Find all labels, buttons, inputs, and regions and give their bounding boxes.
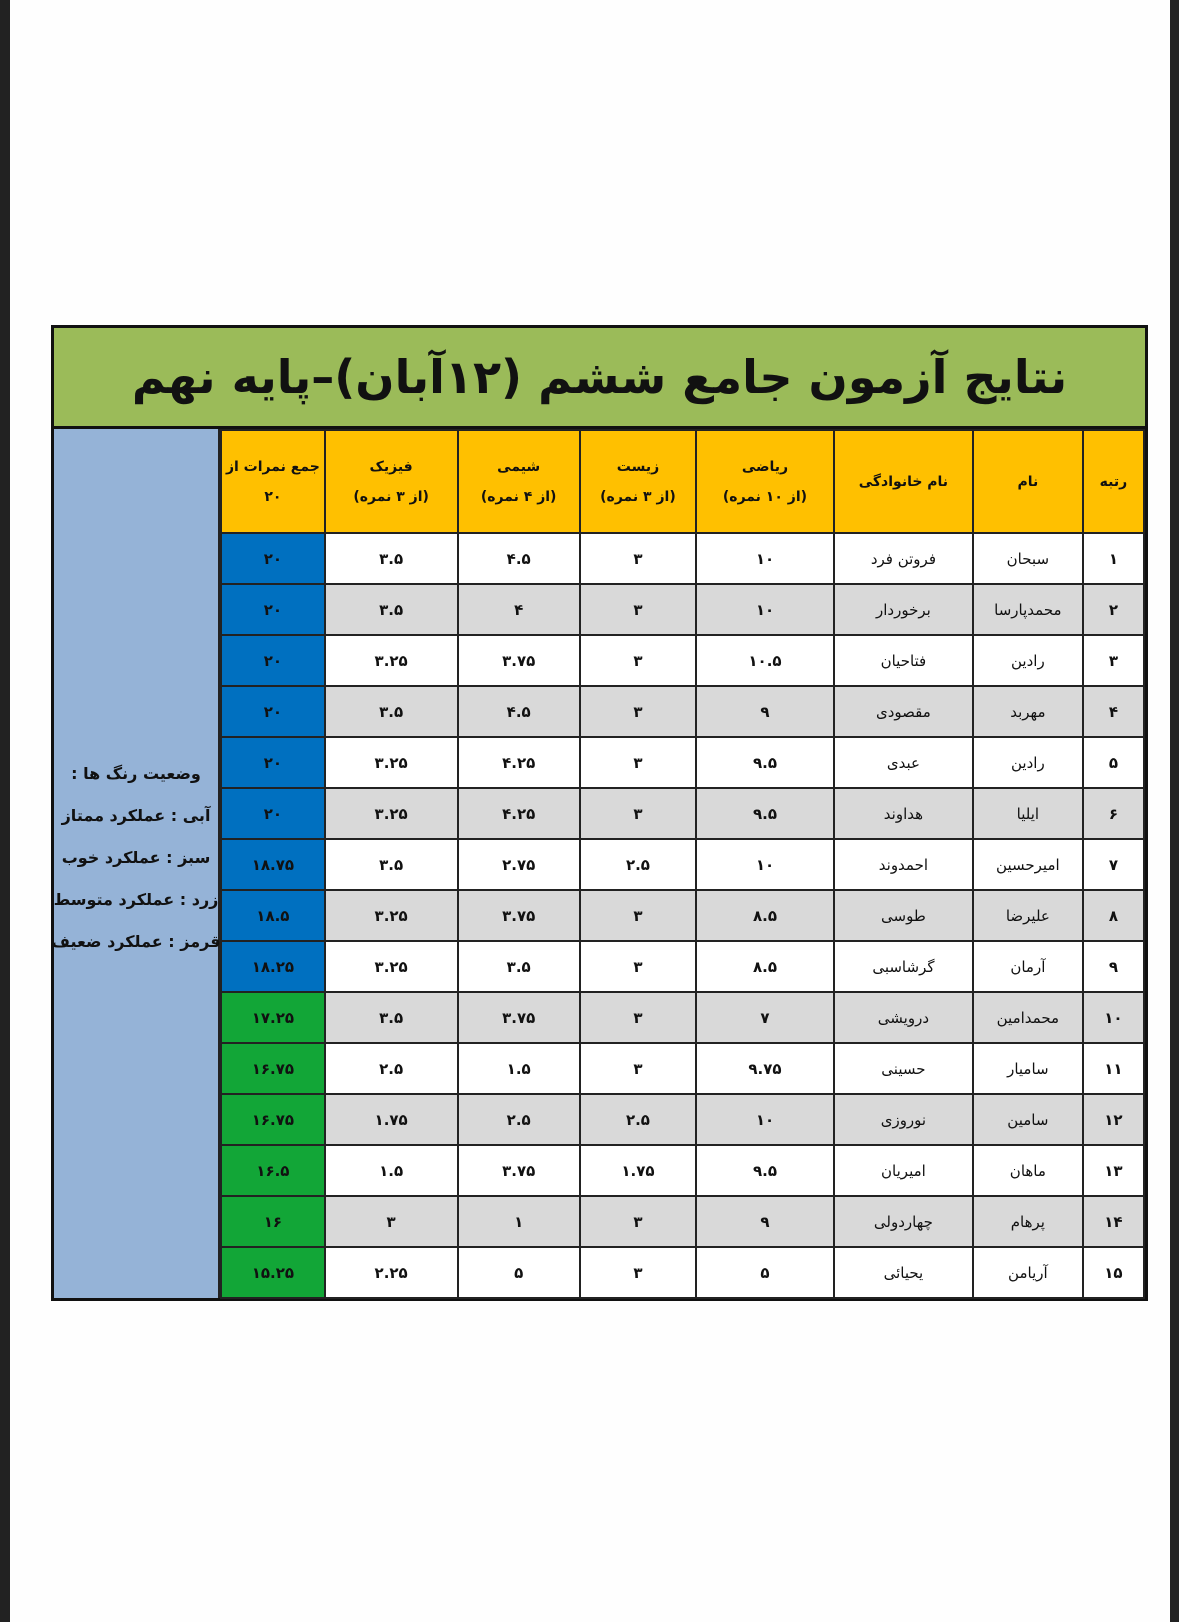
cell-rank: ۵ [1083, 737, 1144, 788]
cell-bio: ۳ [580, 584, 696, 635]
cell-total: ۱۷.۲۵ [221, 992, 325, 1043]
cell-rank: ۱۴ [1083, 1196, 1144, 1247]
title-banner [54, 328, 1145, 429]
cell-last-name: نوروزی [834, 1094, 973, 1145]
cell-chem: ۲.۷۵ [458, 839, 580, 890]
cell-math: ۹ [696, 1196, 834, 1247]
cell-chem: ۴.۲۵ [458, 788, 580, 839]
cell-rank: ۱۲ [1083, 1094, 1144, 1145]
screen-edge-right [1170, 0, 1179, 1622]
cell-total: ۱۶.۷۵ [221, 1043, 325, 1094]
table-row [221, 992, 1144, 1043]
cell-first-name: سامیار [973, 1043, 1083, 1094]
cell-last-name: یحیائی [834, 1247, 973, 1298]
legend-blue: آبی : عملکرد ممتاز [61, 805, 211, 825]
header-total: جمع نمرات از ۲۰ [221, 430, 325, 533]
cell-rank: ۷ [1083, 839, 1144, 890]
cell-rank: ۹ [1083, 941, 1144, 992]
cell-phys: ۳.۲۵ [325, 788, 458, 839]
header-math: ریاضی (از ۱۰ نمره) [696, 430, 834, 533]
legend-heading: وضعیت رنگ ها : [71, 763, 201, 783]
cell-first-name: علیرضا [973, 890, 1083, 941]
cell-phys: ۳.۵ [325, 839, 458, 890]
table-row [221, 1145, 1144, 1196]
cell-bio: ۳ [580, 737, 696, 788]
cell-chem: ۴.۵ [458, 686, 580, 737]
cell-phys: ۳ [325, 1196, 458, 1247]
legend-red: قرمز : عملکرد ضعیف [51, 931, 221, 951]
table-row [221, 533, 1144, 584]
cell-math: ۱۰ [696, 1094, 834, 1145]
cell-bio: ۳ [580, 788, 696, 839]
cell-chem: ۳.۷۵ [458, 635, 580, 686]
cell-total: ۱۶.۷۵ [221, 1094, 325, 1145]
cell-phys: ۳.۵ [325, 584, 458, 635]
cell-chem: ۳.۷۵ [458, 992, 580, 1043]
header-chem: شیمی (از ۴ نمره) [458, 430, 580, 533]
table-row [221, 584, 1144, 635]
cell-phys: ۳.۲۵ [325, 737, 458, 788]
cell-last-name: مقصودی [834, 686, 973, 737]
cell-math: ۱۰ [696, 839, 834, 890]
cell-rank: ۱۱ [1083, 1043, 1144, 1094]
table-row [221, 941, 1144, 992]
cell-bio: ۳ [580, 890, 696, 941]
cell-first-name: رادین [973, 737, 1083, 788]
legend-yellow: زرد : عملکرد متوسط [53, 889, 219, 909]
cell-last-name: طوسی [834, 890, 973, 941]
cell-rank: ۳ [1083, 635, 1144, 686]
cell-rank: ۲ [1083, 584, 1144, 635]
cell-total: ۲۰ [221, 686, 325, 737]
cell-bio: ۳ [580, 1043, 696, 1094]
cell-total: ۱۶ [221, 1196, 325, 1247]
cell-chem: ۱ [458, 1196, 580, 1247]
cell-first-name: آریامن [973, 1247, 1083, 1298]
cell-phys: ۲.۵ [325, 1043, 458, 1094]
results-sheet [51, 325, 1148, 1301]
cell-last-name: چهاردولی [834, 1196, 973, 1247]
table-row [221, 1094, 1144, 1145]
cell-math: ۹.۵ [696, 788, 834, 839]
cell-last-name: امیریان [834, 1145, 973, 1196]
table-row [221, 1196, 1144, 1247]
table-row [221, 1043, 1144, 1094]
cell-first-name: سامین [973, 1094, 1083, 1145]
table-row [221, 635, 1144, 686]
cell-chem: ۲.۵ [458, 1094, 580, 1145]
cell-bio: ۳ [580, 992, 696, 1043]
cell-first-name: امیرحسین [973, 839, 1083, 890]
cell-first-name: محمدامین [973, 992, 1083, 1043]
cell-math: ۵ [696, 1247, 834, 1298]
legend-green: سبز : عملکرد خوب [61, 847, 211, 867]
cell-bio: ۳ [580, 686, 696, 737]
cell-rank: ۶ [1083, 788, 1144, 839]
cell-last-name: احمدوند [834, 839, 973, 890]
table-row [221, 1247, 1144, 1298]
cell-first-name: سبحان [973, 533, 1083, 584]
color-legend [51, 429, 221, 1298]
header-rank: رتبه [1083, 430, 1144, 533]
cell-rank: ۴ [1083, 686, 1144, 737]
cell-total: ۱۵.۲۵ [221, 1247, 325, 1298]
cell-chem: ۴.۲۵ [458, 737, 580, 788]
cell-math: ۸.۵ [696, 890, 834, 941]
document-page [10, 0, 1170, 1622]
cell-phys: ۳.۲۵ [325, 890, 458, 941]
cell-math: ۱۰ [696, 533, 834, 584]
cell-bio: ۳ [580, 1196, 696, 1247]
cell-first-name: رادین [973, 635, 1083, 686]
cell-total: ۲۰ [221, 533, 325, 584]
cell-total: ۱۸.۲۵ [221, 941, 325, 992]
cell-total: ۲۰ [221, 788, 325, 839]
cell-rank: ۸ [1083, 890, 1144, 941]
table-row [221, 788, 1144, 839]
cell-total: ۲۰ [221, 584, 325, 635]
cell-last-name: عبدی [834, 737, 973, 788]
screen-edge-left [0, 0, 10, 1622]
cell-phys: ۳.۵ [325, 992, 458, 1043]
cell-bio: ۲.۵ [580, 1094, 696, 1145]
cell-math: ۱۰ [696, 584, 834, 635]
cell-bio: ۳ [580, 533, 696, 584]
cell-total: ۱۶.۵ [221, 1145, 325, 1196]
cell-math: ۹.۷۵ [696, 1043, 834, 1094]
table-row [221, 737, 1144, 788]
cell-phys: ۳.۵ [325, 533, 458, 584]
cell-last-name: گرشاسبی [834, 941, 973, 992]
cell-math: ۷ [696, 992, 834, 1043]
cell-bio: ۳ [580, 635, 696, 686]
cell-total: ۱۸.۷۵ [221, 839, 325, 890]
cell-phys: ۳.۲۵ [325, 635, 458, 686]
cell-phys: ۱.۵ [325, 1145, 458, 1196]
cell-bio: ۳ [580, 1247, 696, 1298]
cell-rank: ۱۳ [1083, 1145, 1144, 1196]
table-row [221, 890, 1144, 941]
cell-rank: ۱۵ [1083, 1247, 1144, 1298]
cell-chem: ۱.۵ [458, 1043, 580, 1094]
cell-math: ۸.۵ [696, 941, 834, 992]
table-row [221, 686, 1144, 737]
cell-phys: ۳.۲۵ [325, 941, 458, 992]
header-phys: فیزیک (از ۳ نمره) [325, 430, 458, 533]
cell-first-name: محمدپارسا [973, 584, 1083, 635]
cell-phys: ۱.۷۵ [325, 1094, 458, 1145]
cell-last-name: حسینی [834, 1043, 973, 1094]
cell-math: ۹.۵ [696, 737, 834, 788]
results-table [220, 429, 1145, 1299]
cell-rank: ۱۰ [1083, 992, 1144, 1043]
cell-first-name: مهربد [973, 686, 1083, 737]
cell-bio: ۲.۵ [580, 839, 696, 890]
cell-bio: ۳ [580, 941, 696, 992]
cell-last-name: فتاحیان [834, 635, 973, 686]
cell-chem: ۳.۵ [458, 941, 580, 992]
cell-first-name: ایلیا [973, 788, 1083, 839]
cell-chem: ۳.۷۵ [458, 1145, 580, 1196]
table-row [221, 839, 1144, 890]
cell-last-name: هداوند [834, 788, 973, 839]
cell-math: ۹ [696, 686, 834, 737]
header-bio: زیست (از ۳ نمره) [580, 430, 696, 533]
cell-total: ۲۰ [221, 737, 325, 788]
cell-chem: ۴.۵ [458, 533, 580, 584]
cell-math: ۱۰.۵ [696, 635, 834, 686]
cell-total: ۲۰ [221, 635, 325, 686]
cell-last-name: برخوردار [834, 584, 973, 635]
cell-rank: ۱ [1083, 533, 1144, 584]
cell-math: ۹.۵ [696, 1145, 834, 1196]
header-first-name: نام [973, 430, 1083, 533]
cell-first-name: ماهان [973, 1145, 1083, 1196]
cell-chem: ۳.۷۵ [458, 890, 580, 941]
header-last-name: نام خانوادگی [834, 430, 973, 533]
cell-bio: ۱.۷۵ [580, 1145, 696, 1196]
cell-first-name: آرمان [973, 941, 1083, 992]
header-row [221, 430, 1144, 533]
cell-chem: ۵ [458, 1247, 580, 1298]
cell-phys: ۳.۵ [325, 686, 458, 737]
cell-phys: ۲.۲۵ [325, 1247, 458, 1298]
cell-total: ۱۸.۵ [221, 890, 325, 941]
cell-last-name: درویشی [834, 992, 973, 1043]
cell-first-name: پرهام [973, 1196, 1083, 1247]
cell-last-name: فروتن فرد [834, 533, 973, 584]
page-title: نتایج آزمون جامع ششم (۱۲آبان)–پایه نهم [131, 350, 1068, 404]
cell-chem: ۴ [458, 584, 580, 635]
